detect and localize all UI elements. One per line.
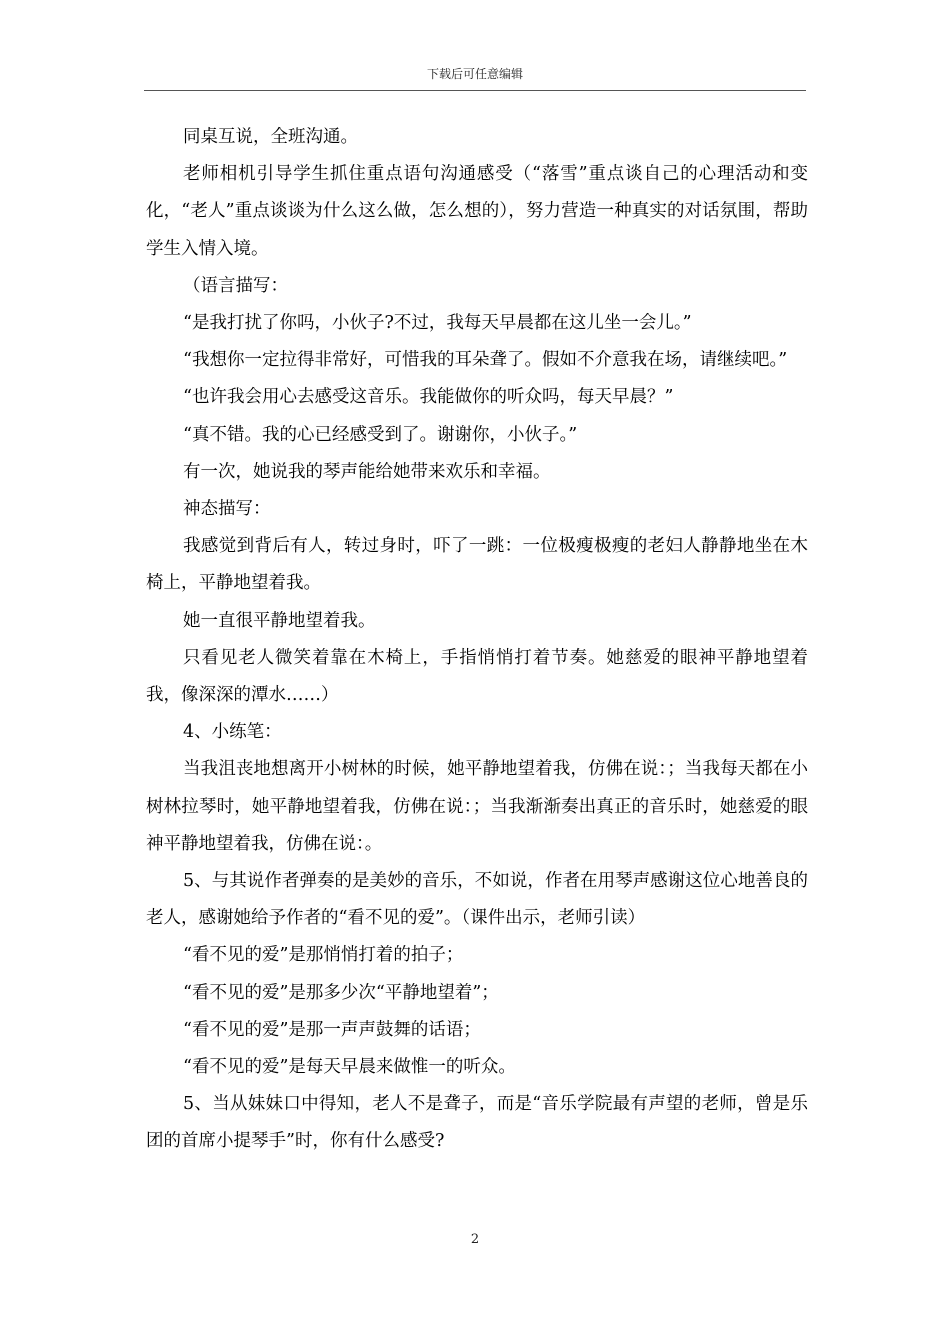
paragraph: 我感觉到背后有人，转过身时，吓了一跳：一位极瘦极瘦的老妇人静静地坐在木椅上，平静地望着我。 bbox=[146, 536, 808, 594]
paragraph: “看不见的爱”是那悄悄打着的拍子； bbox=[183, 945, 464, 966]
paragraph: 只看见老人微笑着靠在木椅上，手指悄悄打着节奏。她慈爱的眼神平静地望着我，像深深的潭水……） bbox=[146, 647, 808, 706]
paragraph: “也许我会用心去感受这音乐。我能做你的听众吗，每天早晨？” bbox=[183, 387, 674, 408]
paragraph: 当我沮丧地想离开小树林的时候，她平静地望着我，仿佛在说：；当我每天都在小树林拉琴时，她平静地望着我，仿佛在说：；当我渐渐奏出真正的音乐时，她慈爱的眼神平静地望着我，仿佛在说：。 bbox=[146, 759, 808, 854]
paragraph: （语言描写： bbox=[183, 275, 288, 296]
paragraph: 老师相机引导学生抓住重点语句沟通感受（“落雪”重点谈自己的心理活动和变化，“老人”重点谈谈为什么这么做，怎么想的），努力营造一种真实的对话氛围，帮助学生入情入境。 bbox=[146, 164, 808, 259]
paragraph: “真不错。我的心已经感受到了。谢谢你，小伙子。” bbox=[183, 424, 578, 445]
paragraph: 同桌互说，全班沟通。 bbox=[183, 127, 358, 147]
paragraph: 5、与其说作者弹奏的是美妙的音乐，不如说，作者在用琴声感谢这位心地善良的老人，感谢她给予作者的“看不见的爱”。（课件出示，老师引读） bbox=[146, 871, 808, 929]
paragraph: 4、小练笔： bbox=[183, 722, 282, 743]
page-header: 下载后可任意编辑 bbox=[426, 67, 523, 81]
paragraph: 有一次，她说我的琴声能给她带来欢乐和幸福。 bbox=[183, 461, 551, 482]
paragraph: “看不见的爱”是每天早晨来做惟一的听众。 bbox=[183, 1057, 516, 1078]
paragraph: 5、当从妹妹口中得知，老人不是聋子，而是“音乐学院最有声望的老师，曾是乐团的首席小提琴手”时，你有什么感受? bbox=[146, 1094, 808, 1152]
paragraph: “看不见的爱”是那一声声鼓舞的话语； bbox=[183, 1019, 481, 1040]
page-number: 2 bbox=[470, 1232, 480, 1247]
document-body bbox=[146, 119, 808, 1161]
paragraph: 她一直很平静地望着我。 bbox=[183, 610, 376, 631]
header-divider bbox=[144, 90, 806, 91]
paragraph: “看不见的爱”是那多少次“平静地望着”； bbox=[183, 982, 499, 1003]
paragraph: 神态描写： bbox=[183, 499, 271, 520]
paragraph: “是我打扰了你吗，小伙子?不过，我每天早晨都在这儿坐一会儿。” bbox=[183, 313, 692, 334]
paragraph: “我想你一定拉得非常好，可惜我的耳朵聋了。假如不介意我在场，请继续吧。” bbox=[183, 350, 788, 371]
